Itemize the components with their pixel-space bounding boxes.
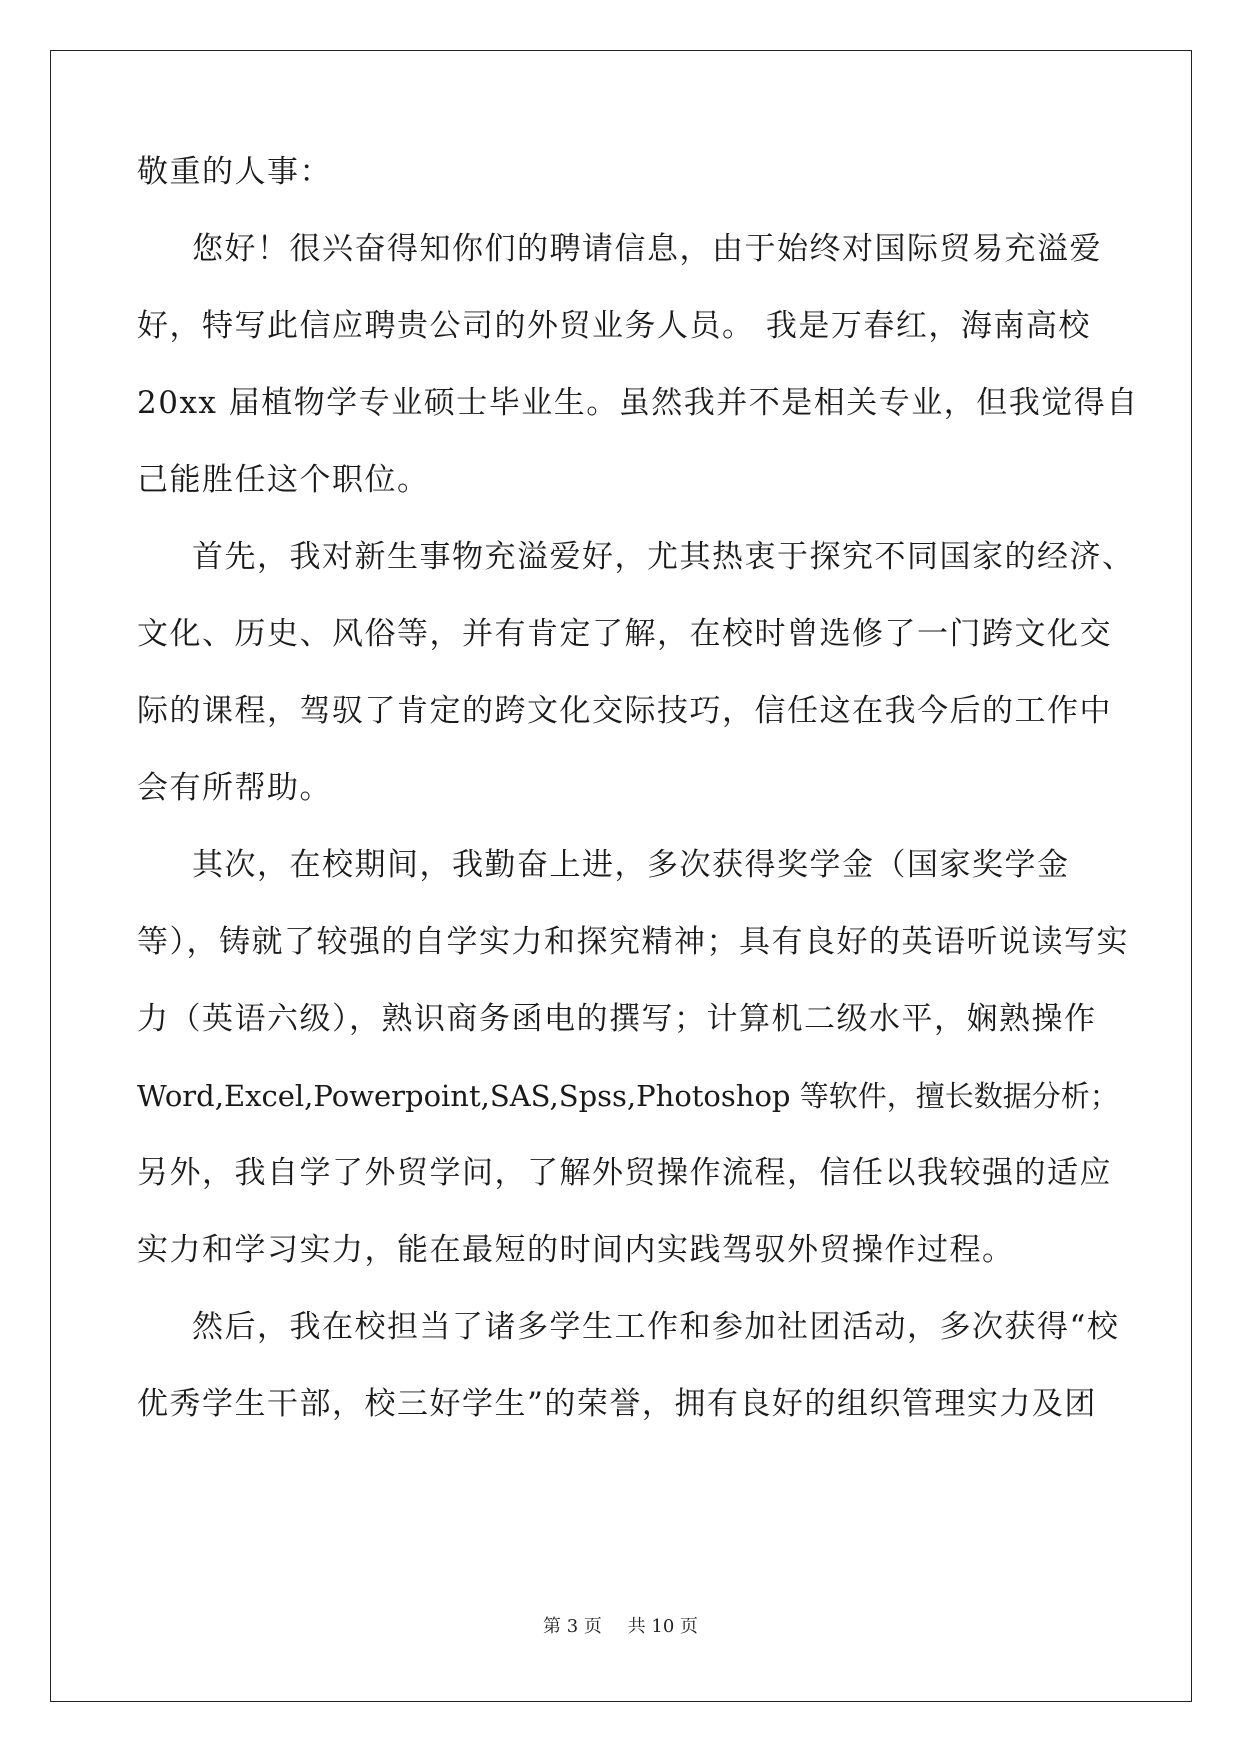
body-line: 实力和学习实力，能在最短的时间内实践驾驭外贸操作过程。 bbox=[137, 1232, 1015, 1268]
page-total: 共 10 页 bbox=[627, 1616, 698, 1637]
body-line: 您好！很兴奋得知你们的聘请信息，由于始终对国际贸易充溢爱 bbox=[192, 231, 1102, 267]
body-line: 20xx 届植物学专业硕士毕业生。虽然我并不是相关专业，但我觉得自 bbox=[137, 385, 1139, 421]
body-line: 其次，在校期间，我勤奋上进，多次获得奖学金（国家奖学金 bbox=[192, 847, 1070, 883]
body-line: 首先，我对新生事物充溢爱好，尤其热衷于探究不同国家的经济、 bbox=[192, 539, 1135, 575]
body-line: 优秀学生干部，校三好学生”的荣誉，拥有良好的组织管理实力及团 bbox=[137, 1386, 1097, 1422]
page-footer bbox=[0, 1612, 1241, 1638]
body-line: 会有所帮助。 bbox=[137, 770, 332, 806]
page-number: 第 3 页 bbox=[543, 1616, 602, 1637]
salutation-line: 敬重的人事： bbox=[137, 154, 332, 190]
body-line: Word,Excel,Powerpoint,SAS,Spss,Photoshop 等软件，擅长数据分析； bbox=[137, 1079, 1119, 1113]
body-line: 然后，我在校担当了诸多学生工作和参加社团活动，多次获得“校 bbox=[192, 1309, 1120, 1345]
body-line: 等），铸就了较强的自学实力和探究精神；具有良好的英语听说读写实 bbox=[137, 924, 1129, 960]
body-line: 己能胜任这个职位。 bbox=[137, 462, 430, 498]
body-line: 文化、历史、风俗等，并有肯定了解，在校时曾选修了一门跨文化交 bbox=[137, 616, 1112, 652]
body-line: 际的课程，驾驭了肯定的跨文化交际技巧，信任这在我今后的工作中 bbox=[137, 693, 1112, 729]
body-line: 另外，我自学了外贸学问，了解外贸操作流程，信任以我较强的适应 bbox=[137, 1155, 1112, 1191]
body-line: 力（英语六级），熟识商务函电的撰写；计算机二级水平，娴熟操作 bbox=[137, 1001, 1097, 1037]
body-line: 好，特写此信应聘贵公司的外贸业务人员。 我是万春红，海南高校 bbox=[137, 308, 1091, 344]
